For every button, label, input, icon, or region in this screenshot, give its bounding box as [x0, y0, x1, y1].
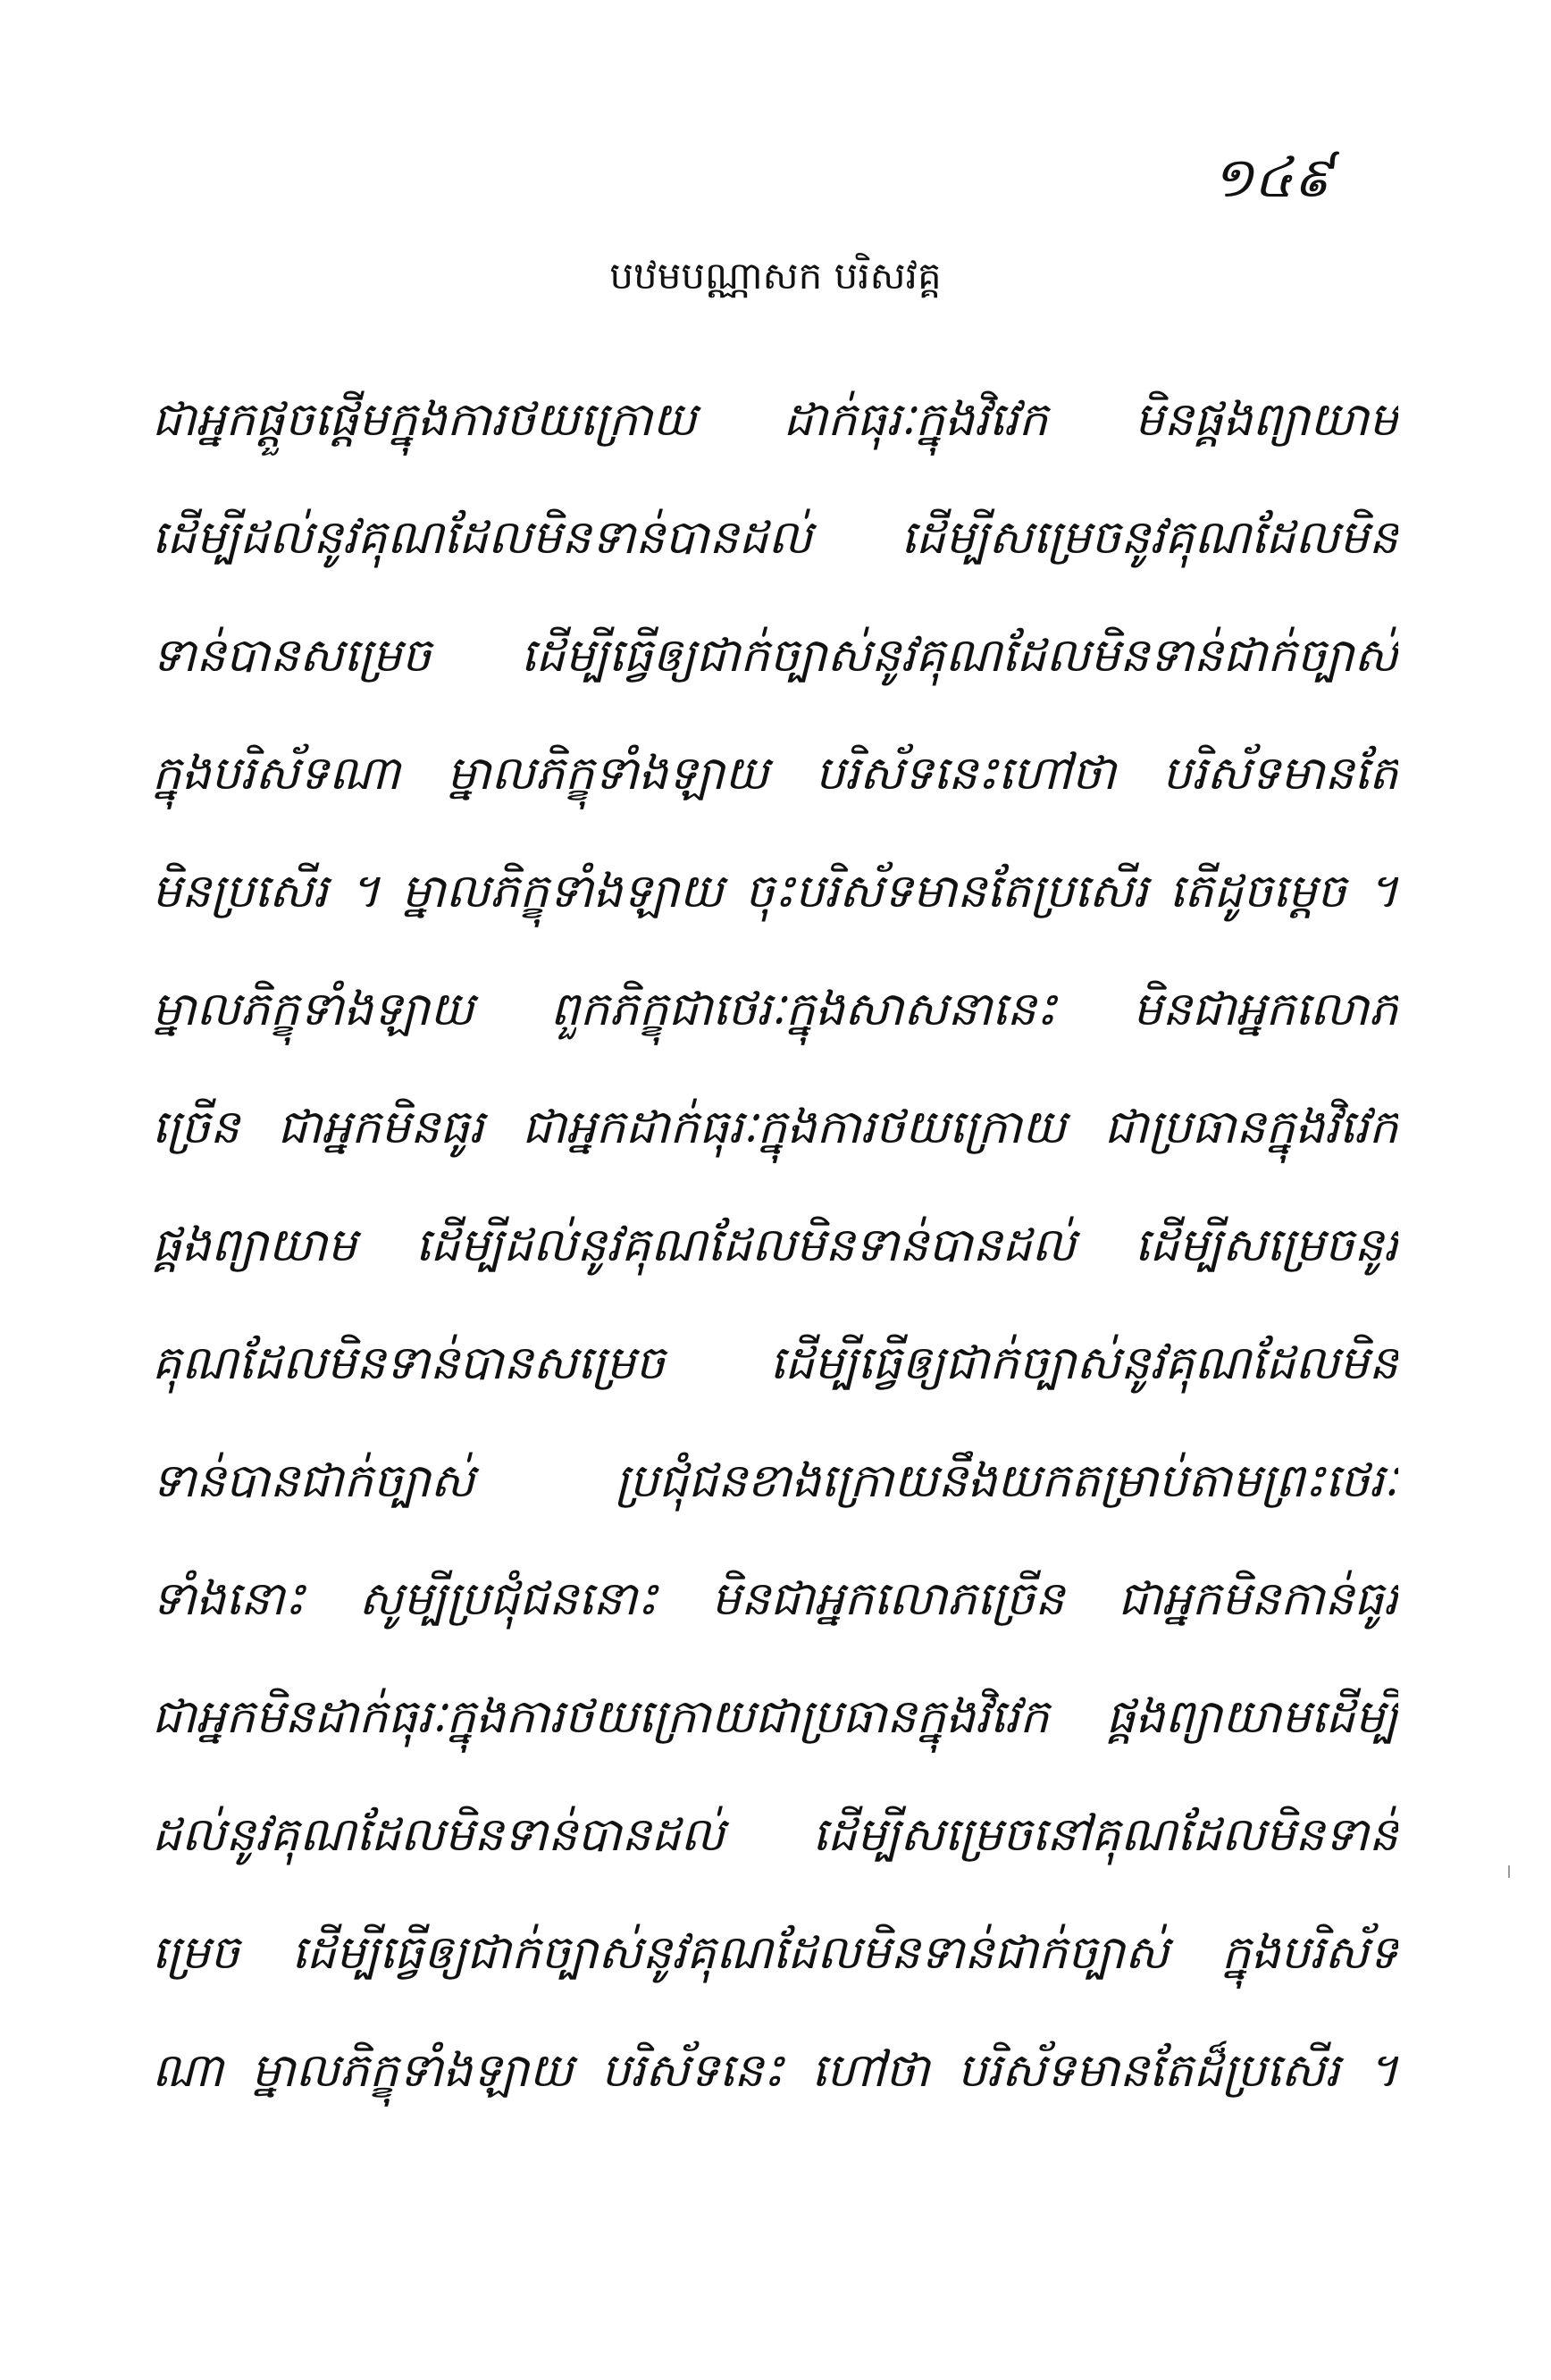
scan-speck [1508, 1865, 1510, 1878]
text-line: ណា ម្នាលភិក្ខុទាំងឡាយ បរិស័ទនេះ ហៅថា បរិស័ទមានតែដ៏ប្រសើរ ។ [152, 2044, 1398, 2098]
text-line: ដើម្បីដល់នូវគុណដែលមិនទាន់បានដល់ ដើម្បីសម្រេចនូវគុណដែលមិន [152, 511, 1398, 565]
text-line: ច្រើន ជាអ្នកមិនធូរ ជាអ្នកដាក់ធុរៈក្នុងការថយក្រោយ ជាប្រធានក្នុងវិវេក [152, 1101, 1398, 1154]
text-line: ក្នុងបរិស័ទណា ម្នាលភិក្ខុទាំងឡាយ បរិស័ទនេះហៅថា បរិស័ទមានតែ [152, 747, 1398, 800]
body-text [152, 375, 1398, 2144]
text-line: ផ្គងព្យាយាម ដើម្បីដល់នូវគុណដែលមិនទាន់បានដល់ ដើម្បីសម្រេចនូវ [152, 1219, 1398, 1272]
text-line: ជាអ្នកផ្តួចផ្តើមក្នុងការថយក្រោយ ដាក់ធុរៈក្នុងវិវេក មិនផ្គងព្យាយាម [152, 393, 1398, 447]
text-line: ម្នាលភិក្ខុទាំងឡាយ ពួកភិក្ខុជាថេរៈក្នុងសាសនានេះ មិនជាអ្នកលោភ [152, 983, 1398, 1036]
text-line: ជាអ្នកមិនដាក់ធុរៈក្នុងការថយក្រោយជាប្រធានក្នុងវិវេក ផ្គងព្យាយាមដើម្បី [152, 1690, 1398, 1744]
text-line: ម្រេច ដើម្បីធ្វើឲ្យជាក់ច្បាស់នូវគុណដែលមិនទាន់ជាក់ច្បាស់ ក្នុងបរិស័ទ [152, 1926, 1398, 1980]
text-line: មិនប្រសើរ ។ ម្នាលភិក្ខុទាំងឡាយ ចុះបរិស័ទមានតែប្រសើរ តើដូចម្តេច ។ [152, 865, 1398, 918]
page-number: ១៤៩ [1211, 145, 1332, 210]
text-line: ដល់នូវគុណដែលមិនទាន់បានដល់ ដើម្បីសម្រេចនៅគុណដែលមិនទាន់ [152, 1808, 1398, 1862]
text-line: ទាំងនោះ សូម្បីប្រជុំជននោះ មិនជាអ្នកលោភច្រើន ជាអ្នកមិនកាន់ធូរ [152, 1572, 1398, 1626]
text-line: ទាន់បានជាក់ច្បាស់ ប្រជុំជនខាងក្រោយនឹងយកតម្រាប់តាមព្រះថេរៈ [152, 1454, 1398, 1508]
running-header: បឋមបណ្ណាសក បរិសវគ្គ [609, 254, 942, 298]
text-line: ទាន់បានសម្រេច ដើម្បីធ្វើឲ្យជាក់ច្បាស់នូវគុណដែលមិនទាន់ជាក់ច្បាស់ [152, 629, 1398, 683]
text-line: គុណដែលមិនទាន់បានសម្រេច ដើម្បីធ្វើឲ្យជាក់ច្បាស់នូវគុណដែលមិន [152, 1337, 1398, 1390]
